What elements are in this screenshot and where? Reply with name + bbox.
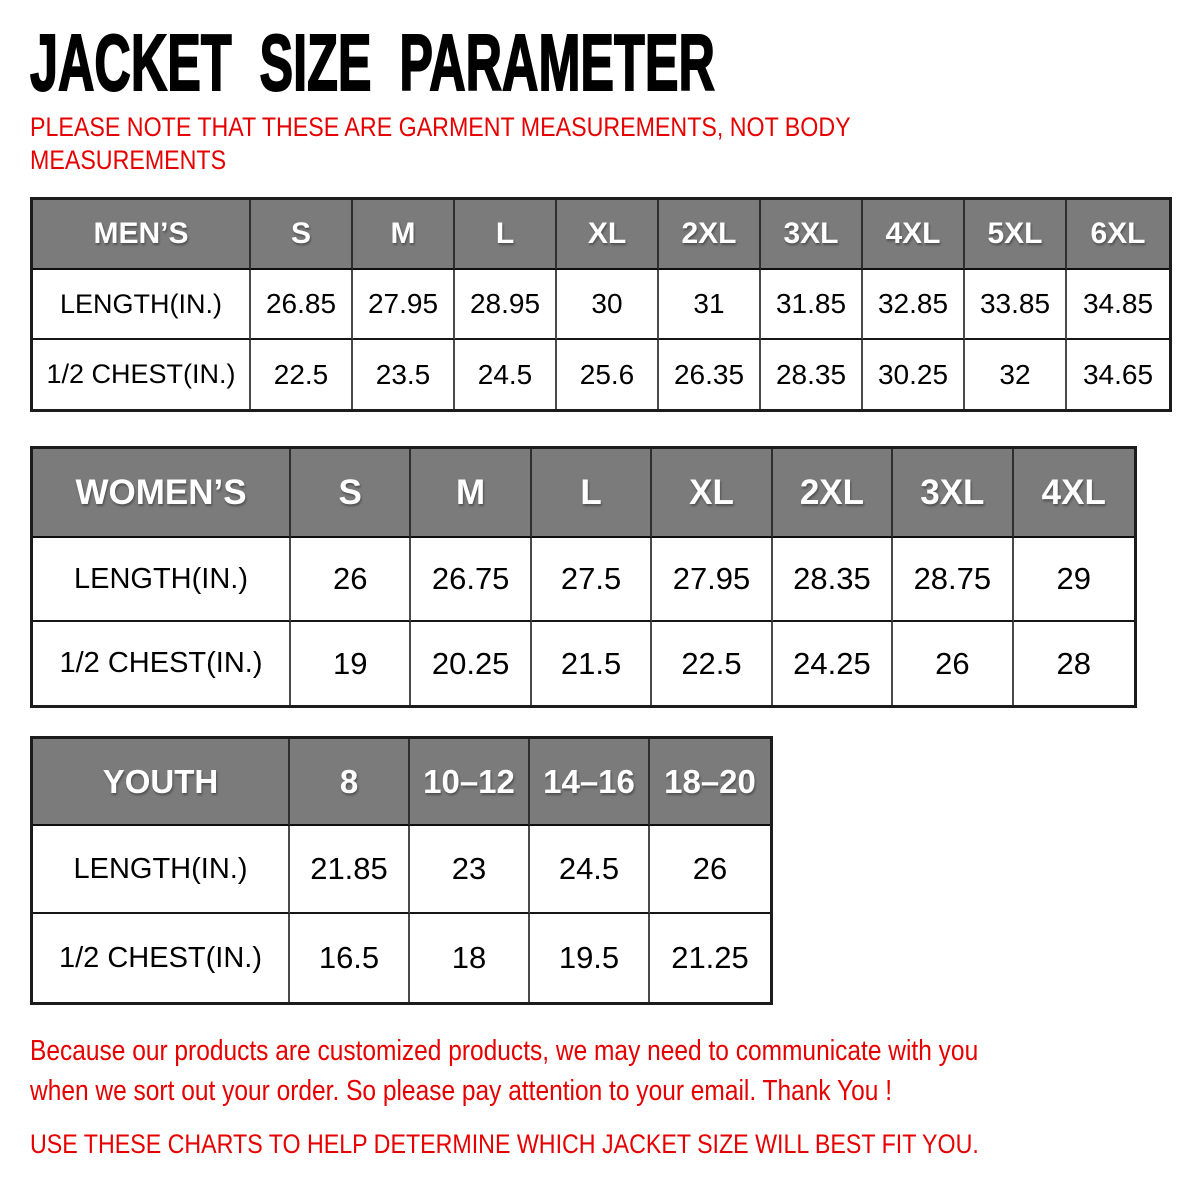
chart-usage-note	[30, 1128, 1200, 1161]
size-column-header: L	[455, 200, 557, 270]
size-value-cell: 28.75	[893, 538, 1013, 622]
size-value-cell: 21.25	[671, 940, 749, 975]
size-column-header: XL	[652, 449, 772, 538]
size-value-cell: 30	[557, 270, 659, 340]
chart-usage-note-line: USE THESE CHARTS TO HELP DETERMINE WHICH JACKET SIZE WILL BEST FIT YOU.	[30, 1129, 979, 1159]
size-column-header: 3XL	[761, 200, 863, 270]
size-value-cell: 19	[291, 622, 411, 705]
womens-size-table	[30, 446, 1137, 708]
size-value-cell: 27.95	[353, 270, 455, 340]
size-value-cell: 34.85	[1067, 270, 1169, 340]
size-value-cell: 28.35	[773, 538, 893, 622]
size-value-cell: 24.25	[773, 622, 893, 705]
size-value-cell: 29	[1014, 538, 1134, 622]
size-value-cell: 24.5	[455, 340, 557, 409]
size-column-header: S	[291, 449, 411, 538]
size-column-header: 5XL	[965, 200, 1067, 270]
customization-notice-line-2: when we sort out your order. So please pay attention to your email. Thank You !	[30, 1075, 893, 1107]
note-line-2: MEASUREMENTS	[30, 145, 227, 175]
size-value-cell: 32.85	[863, 270, 965, 340]
size-column-header: 18–20	[650, 739, 770, 826]
size-value-cell: 24.5	[530, 826, 650, 914]
size-value-cell: 22.5	[652, 622, 772, 705]
size-value-cell: 28.95	[455, 270, 557, 340]
size-value-cell: 21.5	[532, 622, 652, 705]
mens-size-table	[30, 197, 1172, 412]
youth-size-table	[30, 736, 773, 1005]
size-column-header: 2XL	[773, 449, 893, 538]
size-column-header: M	[353, 200, 455, 270]
size-value-cell: 34.65	[1082, 358, 1154, 390]
size-value-cell: 21.85	[290, 826, 410, 914]
size-value-cell: 20.25	[411, 622, 531, 705]
row-label: 1/2 CHEST(IN.)	[33, 622, 291, 705]
size-column-header: 4XL	[863, 200, 965, 270]
size-column-header: 14–16	[530, 739, 650, 826]
size-column-header: 3XL	[893, 449, 1013, 538]
size-column-header: 6XL	[1067, 200, 1169, 270]
size-column-header: 10–12	[410, 739, 530, 826]
size-value-cell: 26.85	[251, 270, 353, 340]
table-title-cell: MEN’S	[33, 200, 251, 270]
size-column-header: M	[411, 449, 531, 538]
size-value-cell: 27.5	[532, 538, 652, 622]
row-label: LENGTH(IN.)	[33, 270, 251, 340]
size-value-cell: 26	[291, 538, 411, 622]
size-value-cell: 26	[650, 826, 770, 914]
table-title-cell: WOMEN’S	[33, 449, 291, 538]
size-value-cell: 26.75	[411, 538, 531, 622]
size-value-cell: 26.35	[659, 340, 761, 409]
size-column-header: L	[532, 449, 652, 538]
note-line-1: PLEASE NOTE THAT THESE ARE GARMENT MEASUREMENTS, NOT BODY	[30, 112, 851, 142]
size-column-header: 8	[290, 739, 410, 826]
size-column-header: 4XL	[1014, 449, 1134, 538]
size-value-cell: 28	[1056, 645, 1092, 681]
customization-notice	[30, 1031, 1200, 1111]
size-column-header: S	[251, 200, 353, 270]
size-value-cell: 33.85	[965, 270, 1067, 340]
size-value-cell: 23	[410, 826, 530, 914]
customization-notice-line-1: Because our products are customized products, we may need to communicate with you	[30, 1035, 979, 1067]
size-column-header: 2XL	[659, 200, 761, 270]
size-value-cell: 27.95	[652, 538, 772, 622]
size-value-cell: 22.5	[251, 340, 353, 409]
size-value-cell: 23.5	[353, 340, 455, 409]
page-title-text: JACKET SIZE PARAMETER	[30, 18, 715, 107]
row-label: 1/2 CHEST(IN.)	[33, 914, 290, 1002]
size-value-cell: 30.25	[863, 340, 965, 409]
size-value-cell: 28.35	[761, 340, 863, 409]
row-label: LENGTH(IN.)	[33, 826, 290, 914]
garment-measurement-note	[30, 111, 1200, 177]
size-value-cell: 31	[659, 270, 761, 340]
size-column-header: XL	[557, 200, 659, 270]
size-value-cell: 19.5	[530, 914, 650, 1002]
page-title	[30, 18, 1200, 107]
size-value-cell: 25.6	[557, 340, 659, 409]
size-value-cell: 32	[965, 340, 1067, 409]
row-label: 1/2 CHEST(IN.)	[33, 340, 251, 409]
size-value-cell: 31.85	[761, 270, 863, 340]
size-value-cell: 18	[410, 914, 530, 1002]
row-label: LENGTH(IN.)	[33, 538, 291, 622]
table-title-cell: YOUTH	[33, 739, 290, 826]
size-value-cell: 26	[893, 622, 1013, 705]
size-value-cell: 16.5	[290, 914, 410, 1002]
